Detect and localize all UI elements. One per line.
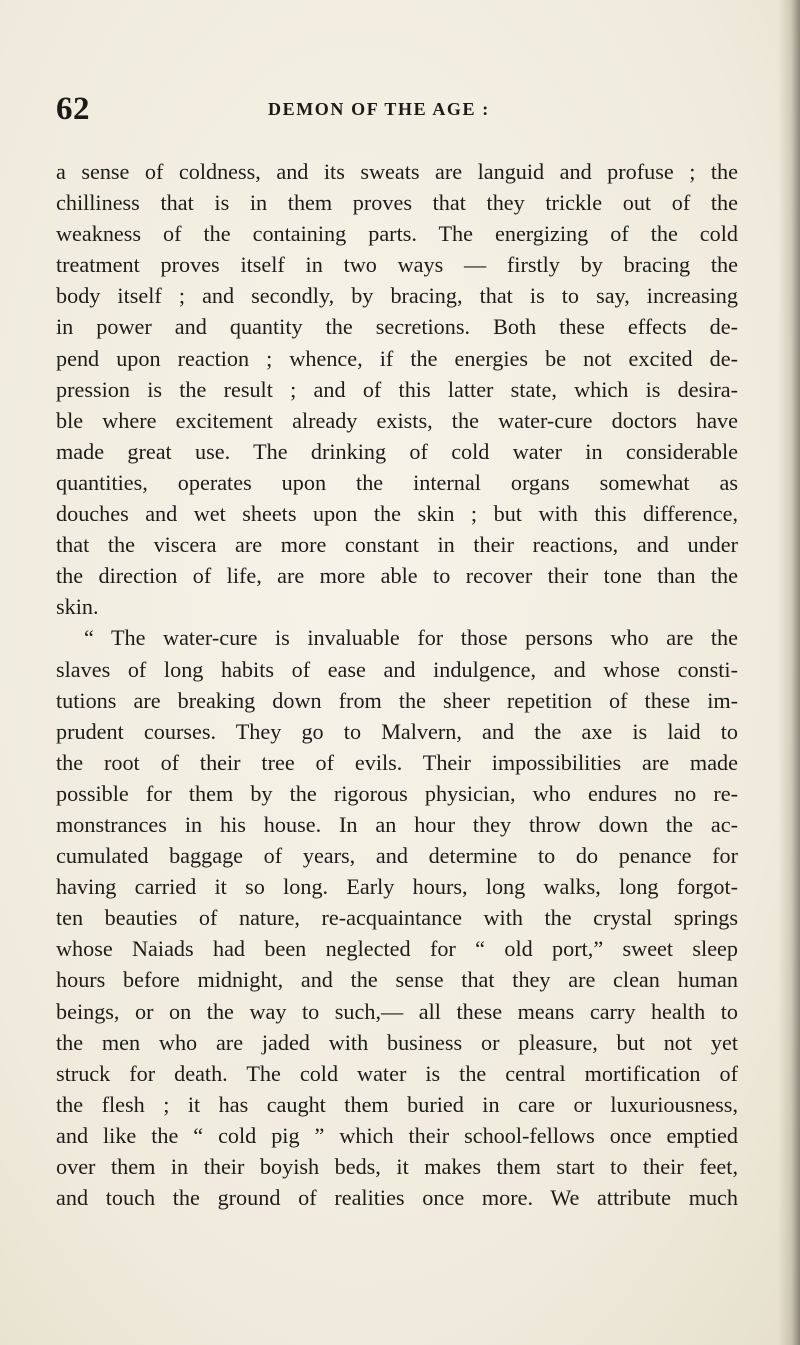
text-line: the direction of life, are more able to recover their tone than the [56,563,738,589]
running-title: DEMON OF THE AGE : [268,99,490,119]
text-line: body itself ; and secondly, by bracing, that is to say, increasing [56,283,738,309]
text-line: having carried it so long. Early hours, long walks, long forgot- [56,874,738,900]
body-text [56,156,738,1213]
text-line: ble where excitement already exists, the water-cure doctors have [56,407,738,433]
text-line: pend upon reaction ; whence, if the energies be not excited de- [56,345,738,371]
text-line: possible for them by the rigorous physician, who endures no re- [56,780,738,806]
text-line: in power and quantity the secretions. Both these effects de- [56,314,738,340]
text-line-paragraph-end: skin. [56,594,99,620]
text-line: prudent courses. They go to Malvern, and the axe is laid to [56,718,738,744]
text-line: douches and wet sheets upon the skin ; but with this difference, [56,501,738,527]
text-line: that the viscera are more constant in their reactions, and under [56,532,738,558]
text-line: quantities, operates upon the internal organs somewhat as [56,469,738,495]
text-line: treatment proves itself in two ways — firstly by bracing the [56,252,738,278]
text-line: pression is the result ; and of this latter state, which is desira- [56,376,738,402]
text-line: weakness of the containing parts. The energizing of the cold [56,221,738,247]
text-line: and touch the ground of realities once more. We attribute much [56,1185,738,1211]
text-line: the root of their tree of evils. Their impossibilities are made [56,749,738,775]
running-head [0,0,800,140]
text-line-paragraph-start: “ The water-cure is invaluable for those persons who are the [84,625,738,651]
text-line: slaves of long habits of ease and indulgence, and whose consti- [56,656,738,682]
text-line: and like the “ cold pig ” which their school-fellows once emptied [56,1122,738,1148]
text-line: made great use. The drinking of cold water in considerable [56,438,738,464]
text-line: the men who are jaded with business or pleasure, but not yet [56,1029,738,1055]
text-line: hours before midnight, and the sense that they are clean human [56,967,738,993]
text-line: a sense of coldness, and its sweats are languid and profuse ; the [56,159,738,184]
text-line: ten beauties of nature, re-acquaintance with the crystal springs [56,905,738,931]
text-line: over them in their boyish beds, it makes them start to their feet, [56,1154,738,1179]
text-line: the flesh ; it has caught them buried in care or luxuriousness, [56,1091,738,1117]
text-line: struck for death. The cold water is the central mortification of [56,1060,738,1086]
text-line: beings, or on the way to such,— all these means carry health to [56,998,738,1024]
text-line: cumulated baggage of years, and determine to do penance for [56,843,738,869]
text-line: chilliness that is in them proves that they trickle out of the [56,190,738,216]
text-line: tutions are breaking down from the sheer repetition of these im- [56,687,738,713]
text-line: monstrances in his house. In an hour they throw down the ac- [56,811,738,837]
text-line: whose Naiads had been neglected for “ old port,” sweet sleep [56,936,738,962]
page-edge-shadow [778,0,800,1345]
page-number: 62 [56,91,90,127]
